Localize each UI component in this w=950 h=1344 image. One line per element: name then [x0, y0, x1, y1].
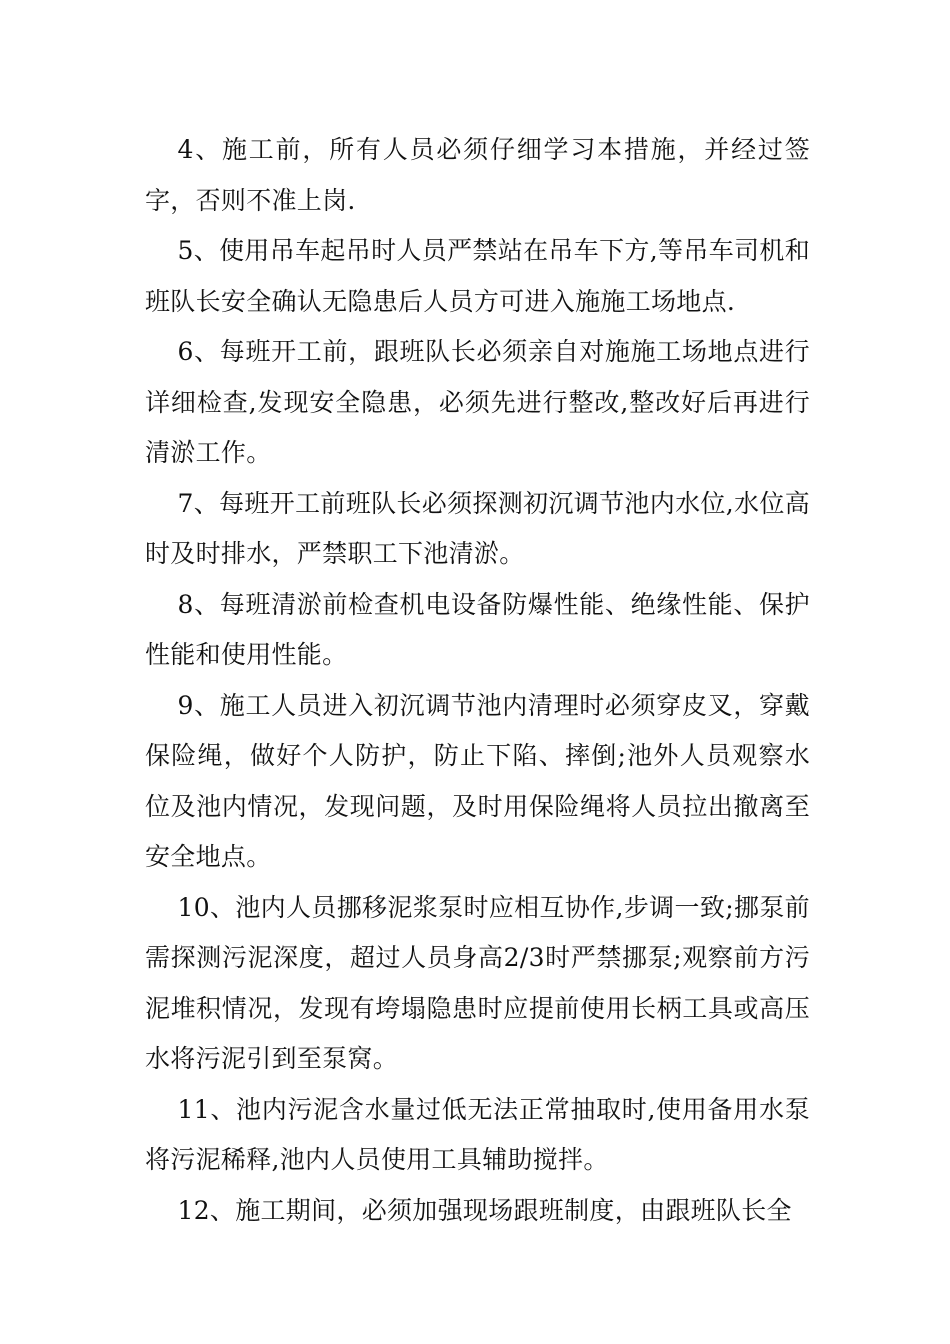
document-body	[145, 125, 810, 1236]
paragraph-item-9: 9、施工人员进入初沉调节池内清理时必须穿皮叉，穿戴保险绳，做好个人防护，防止下陷、摔倒;池外人员观察水位及池内情况，发现问题，及时用保险绳将人员拉出撤离至安全地点。	[145, 690, 810, 871]
paragraph-item-7: 7、每班开工前班队长必须探测初沉调节池内水位,水位高时及时排水，严禁职工下池清淤。	[145, 488, 810, 568]
paragraph-item-11: 11、池内污泥含水量过低无法正常抽取时,使用备用水泵将污泥稀释,池内人员使用工具辅助搅拌。	[145, 1094, 810, 1174]
paragraph-item-12: 12、施工期间，必须加强现场跟班制度，由跟班队长全	[177, 1195, 792, 1225]
paragraph-item-10: 10、池内人员挪移泥浆泵时应相互协作,步调一致;挪泵前需探测污泥深度，超过人员身高2/3时严禁挪泵;观察前方污泥堆积情况，发现有垮塌隐患时应提前使用长柄工具或高压水将污泥引到至泵窝。	[145, 892, 810, 1073]
paragraph-item-5: 5、使用吊车起吊时人员严禁站在吊车下方,等吊车司机和班队长安全确认无隐患后人员方可进入施施工场地点.	[145, 236, 810, 316]
paragraph-item-8: 8、每班清淤前检查机电设备防爆性能、绝缘性能、保护性能和使用性能。	[145, 589, 810, 669]
paragraph-item-4: 4、施工前，所有人员必须仔细学习本措施，并经过签字，否则不准上岗.	[145, 135, 810, 215]
paragraph-item-6: 6、每班开工前，跟班队长必须亲自对施施工场地点进行详细检查,发现安全隐患，必须先进行整改,整改好后再进行清淤工作。	[145, 337, 810, 467]
